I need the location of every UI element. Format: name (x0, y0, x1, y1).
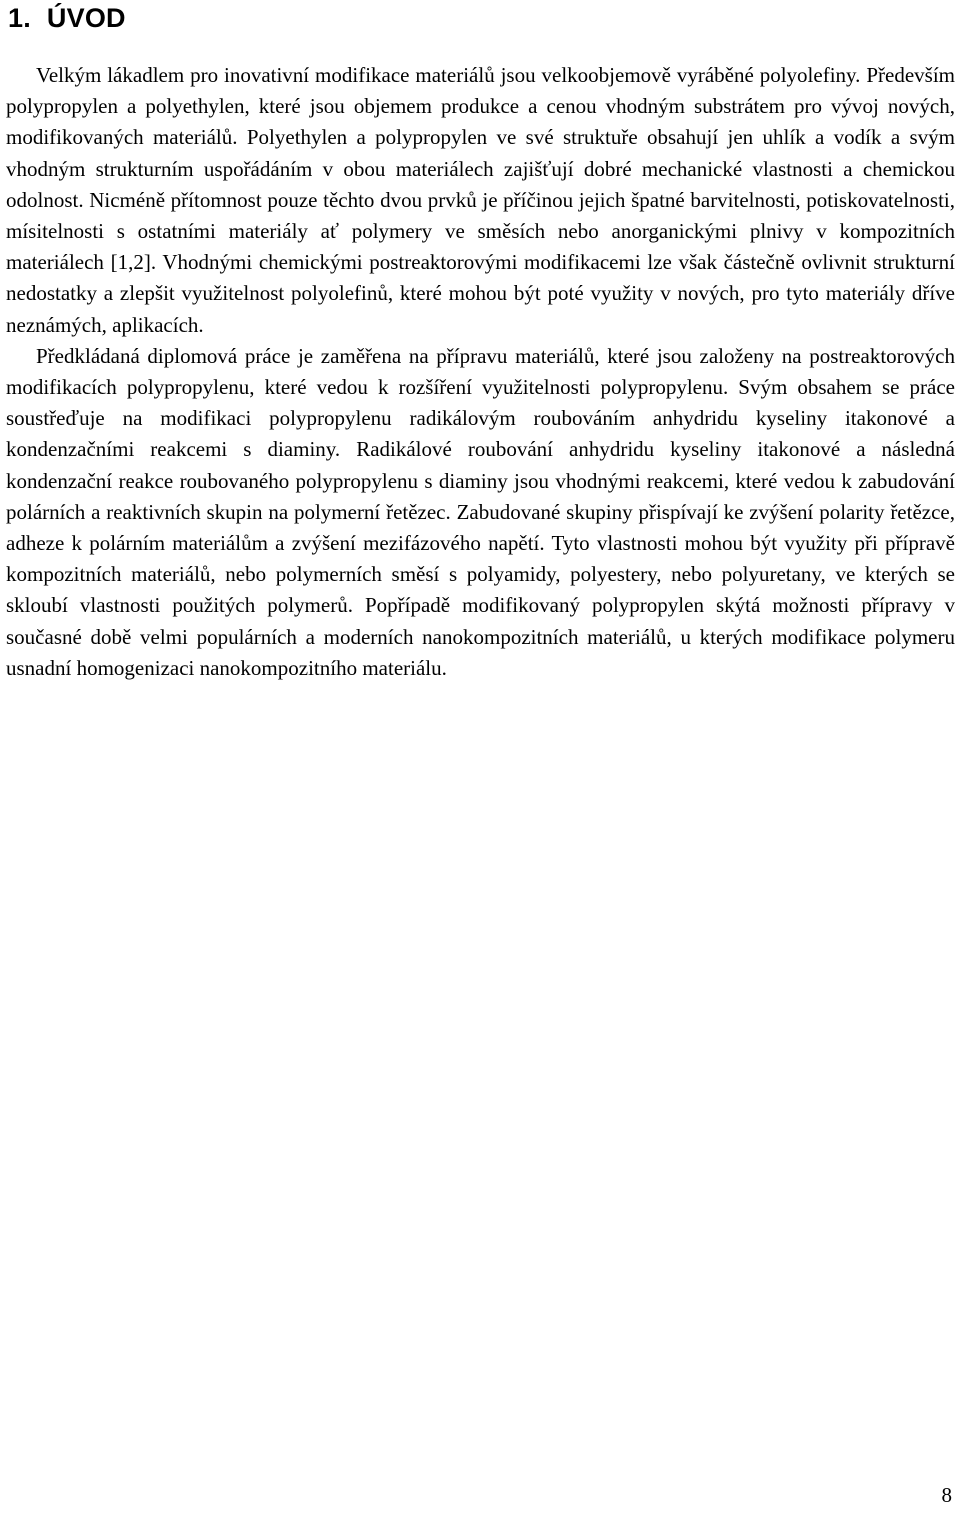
paragraph-intro: Velkým lákadlem pro inovativní modifikace materiálů jsou velkoobjemově vyráběné polyolefiny. Především polypropylen a polyethylen, které jsou objemem produkce a cenou vhodným substrátem pro vývoj nových, modifikovaných materiálů. Polyethylen a polypropylen ve své struktuře obsahují jen uhlík a vodík a svým vhodným strukturním uspořádáním v obou materiálech zajišťují dobré mechanické vlastnosti a chemickou odolnost. Nicméně přítomnost pouze těchto dvou prvků je příčinou jejich špatné barvitelnosti, potiskovatelnosti, mísitelnosti s ostatními materiály ať polymery ve směsích nebo anorganickými plnivy v kompozitních materiálech [1,2]. Vhodnými chemickými postreaktorovými modifikacemi lze však částečně ovlivnit strukturní nedostatky a zlepšit využitelnost polyolefinů, které mohou být poté využity v nových, pro tyto materiály dříve neznámých, aplikacích. (6, 63, 955, 337)
body-text (6, 60, 955, 684)
section-number: 1. (8, 3, 31, 33)
section-title: ÚVOD (46, 3, 126, 33)
section-heading (8, 2, 126, 34)
page-number: 8 (941, 1483, 952, 1507)
paragraph-thesis-aim: Předkládaná diplomová práce je zaměřena na přípravu materiálů, které jsou založeny na postreaktorových modifikacích polypropylenu, které vedou k rozšíření využitelnosti polypropylenu. Svým obsahem se práce soustřeďuje na modifikaci polypropylenu radikálovým roubováním anhydridu kyseliny itakonové a kondenzačními reakcemi s diaminy. Radikálové roubování anhydridu kyseliny itakonové a následná kondenzační reakce roubovaného polypropylenu s diaminy jsou vhodnými reakcemi, které vedou k zabudování polárních a reaktivních skupin na polymerní řetězec. Zabudované skupiny přispívají ke zvýšení polarity řetězce, adheze k polárním materiálům a zvýšení mezifázového napětí. Tyto vlastnosti mohou být využity při přípravě kompozitních materiálů, nebo polymerních směsí s polyamidy, polyestery, nebo polyuretany, ve kterých se skloubí vlastnosti použitých polymerů. Popřípadě modifikovaný polypropylen skýtá možnosti přípravy v současné době velmi populárních a moderních nanokompozitních materiálů, u kterých modifikace polymeru usnadní homogenizaci nanokompozitního materiálu. (6, 343, 955, 680)
